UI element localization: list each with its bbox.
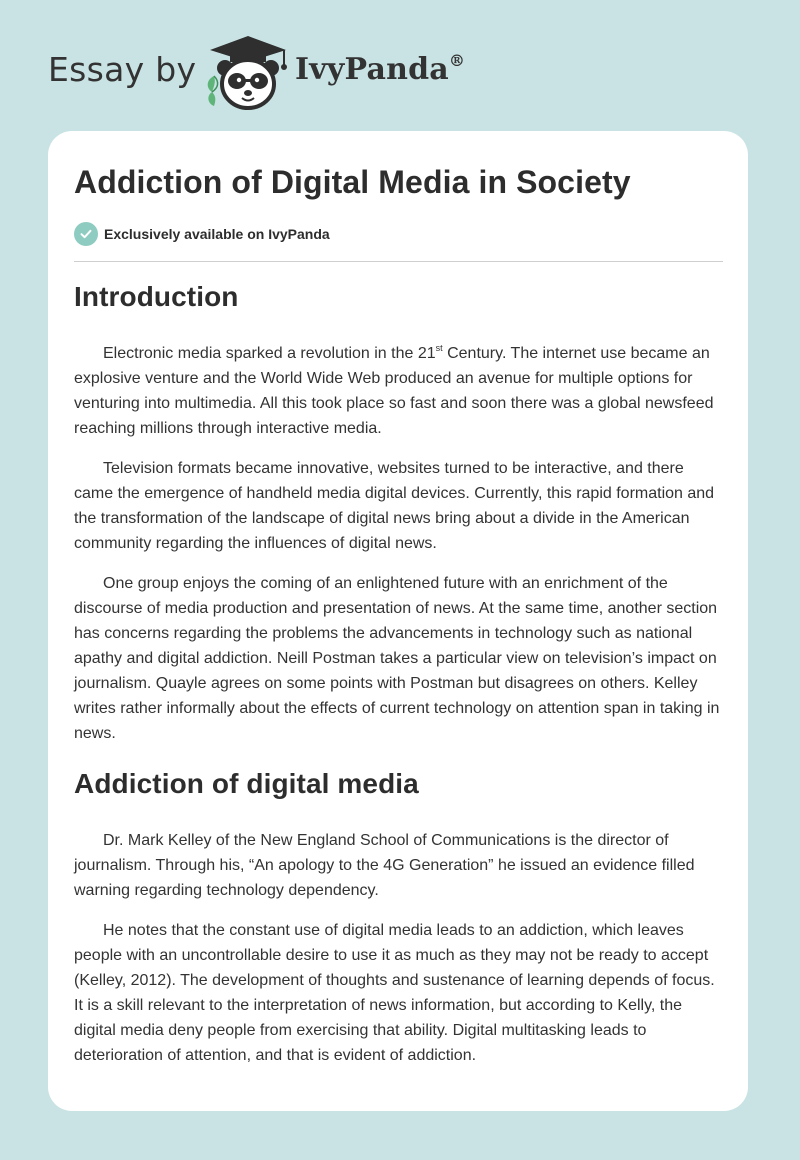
essay-by-label: Essay by [48, 50, 197, 89]
paragraph: Television formats became innovative, websites turned to be interactive, and there came the emergence of handheld media digital devices. Currently, this rapid formation and the transformation of the landscape of digital news bring about a divide in the American community regarding the influences of digital news. [74, 460, 715, 552]
brand-name[interactable]: IvyPanda® [295, 51, 466, 87]
section-heading-addiction: Addiction of digital media [74, 768, 419, 799]
ivypanda-logo-icon[interactable] [200, 32, 295, 112]
essay-content [74, 281, 724, 1068]
paragraph: Dr. Mark Kelley of the New England School of Communications is the director of journalism. Through his, “An apology to the 4G Generation” he issued an evidence filled warning regarding technology dependency. [74, 832, 695, 899]
paragraph: Electronic media sparked a revolution in the 21st Century. The internet use became an explosive venture and the World Wide Web produced an avenue for multiple options for venturing into multimedia. All this took place so fast and soon there was a global newsfeed reaching millions through interactive media. [74, 343, 714, 437]
exclusive-label: Exclusively available on IvyPanda [104, 226, 330, 242]
title-divider [74, 261, 723, 262]
section-heading-introduction: Introduction [74, 281, 239, 312]
essay-title: Addiction of Digital Media in Society [74, 164, 631, 200]
site-header [0, 0, 800, 130]
exclusive-badge [74, 221, 330, 247]
registered-mark: ® [448, 51, 466, 70]
superscript-st: st [435, 343, 443, 353]
paragraph: One group enjoys the coming of an enlightened future with an enrichment of the discourse of media production and presentation of news. At the same time, another section has concerns regarding the problems the advancements in technology such as national apathy and digital addiction. Neill Postman takes a particular view on television’s impact on journalism. Quayle agrees on some points with Postman but disagrees on others. Kelley writes rather informally about the effects of current technology on attention span in taking in news. [74, 575, 720, 742]
essay-card [48, 131, 748, 1111]
paragraph: He notes that the constant use of digital media leads to an addiction, which leaves people with an uncontrollable desire to use it as much as they may not be ready to accept (Kelley, 2012). The development of thoughts and sustenance of learning depends of focus. It is a skill relevant to the interpretation of news information, but according to Kelly, the digital media deny people from exercising that ability. Digital multitasking leads to deterioration of attention, and that is evident of addiction. [74, 922, 715, 1064]
check-circle-icon [74, 222, 98, 246]
